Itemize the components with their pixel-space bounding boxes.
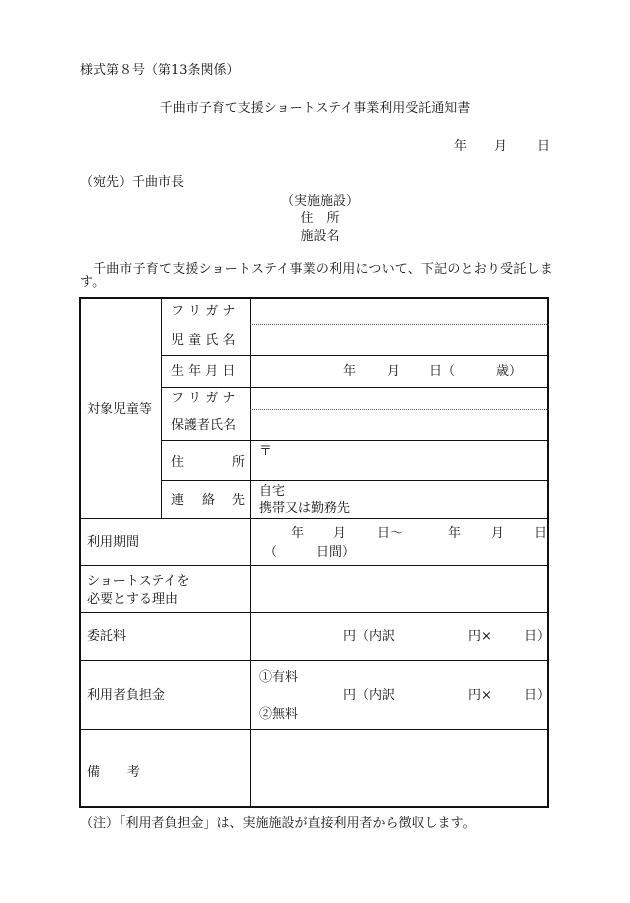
period-label: 利用期間 [87, 535, 140, 550]
address-label-a: 住 [171, 455, 185, 470]
period-start-month: 月 [333, 526, 347, 541]
addressee: （宛先）千曲市長 [80, 175, 185, 190]
remarks-label-a: 備 [87, 765, 101, 780]
period-days-close: 日間） [316, 545, 356, 560]
period-start-year: 年 [291, 526, 305, 541]
contact-home: 自宅 [259, 484, 286, 499]
burden-paid-option: ①有料 [259, 670, 299, 685]
period-end-month: 月 [491, 526, 505, 541]
burden-label: 利用者負担金 [87, 688, 166, 703]
footnote: （注）「利用者負担金」は、実施施設が直接利用者から徴収します。 [80, 816, 476, 831]
furigana-label-guardian: フ リ ガ ナ [171, 391, 236, 406]
facility-heading: （実施施設） [280, 194, 359, 209]
remarks-label-b: 考 [127, 765, 141, 780]
postal-mark: 〒 [259, 444, 273, 459]
contact-mobile: 携帯又は勤務先 [259, 501, 351, 516]
contact-label-a: 連 [171, 493, 185, 508]
period-end-year: 年 [448, 526, 462, 541]
notification-form-table [79, 297, 549, 808]
reason-label-line1: ショートステイを [87, 574, 190, 589]
burden-days: 日） [524, 688, 551, 703]
guardian-name-label: 保護者氏名 [171, 418, 237, 433]
fee-per-day: 円× [468, 629, 492, 644]
address-label-b: 所 [232, 455, 246, 470]
burden-per-day: 円× [468, 688, 492, 703]
body-text: 千曲市子育て支援ショートステイ事業の利用について、下記のとおり受託します。 [80, 262, 553, 290]
period-end-day: 日 [534, 526, 548, 541]
reason-label-line2: 必要とする理由 [87, 592, 179, 607]
form-number: 様式第８号（第13条関係） [80, 63, 240, 78]
birth-date-label: 生 年 月 日 [171, 364, 236, 379]
birth-year-unit: 年 [343, 364, 357, 379]
child-name-label: 児 童 氏 名 [171, 333, 236, 348]
burden-free-option: ②無料 [259, 707, 299, 722]
burden-yen: 円（内訳 [343, 688, 396, 703]
child-group-label: 対象児童等 [87, 402, 153, 417]
birth-day-unit: 日（ [429, 364, 456, 379]
period-days-open: （ [264, 545, 278, 560]
fee-days: 日） [524, 629, 551, 644]
fee-yen: 円（内訳 [343, 629, 396, 644]
facility-name-label: 施設名 [300, 229, 340, 244]
facility-address-label: 住 所 [300, 211, 340, 226]
period-start-day: 日～ [377, 526, 404, 541]
birth-month-unit: 月 [387, 364, 401, 379]
fee-label: 委託料 [87, 629, 127, 644]
furigana-label-child: フ リ ガ ナ [171, 304, 236, 319]
document-title: 千曲市子育て支援ショートステイ事業利用受託通知書 [159, 101, 471, 116]
contact-label-b: 絡 [202, 493, 216, 508]
date-day: 日 [537, 139, 551, 154]
date-month: 月 [494, 139, 508, 154]
date-year: 年 [454, 139, 468, 154]
contact-label-c: 先 [232, 493, 246, 508]
age-unit: 歳） [496, 364, 523, 379]
